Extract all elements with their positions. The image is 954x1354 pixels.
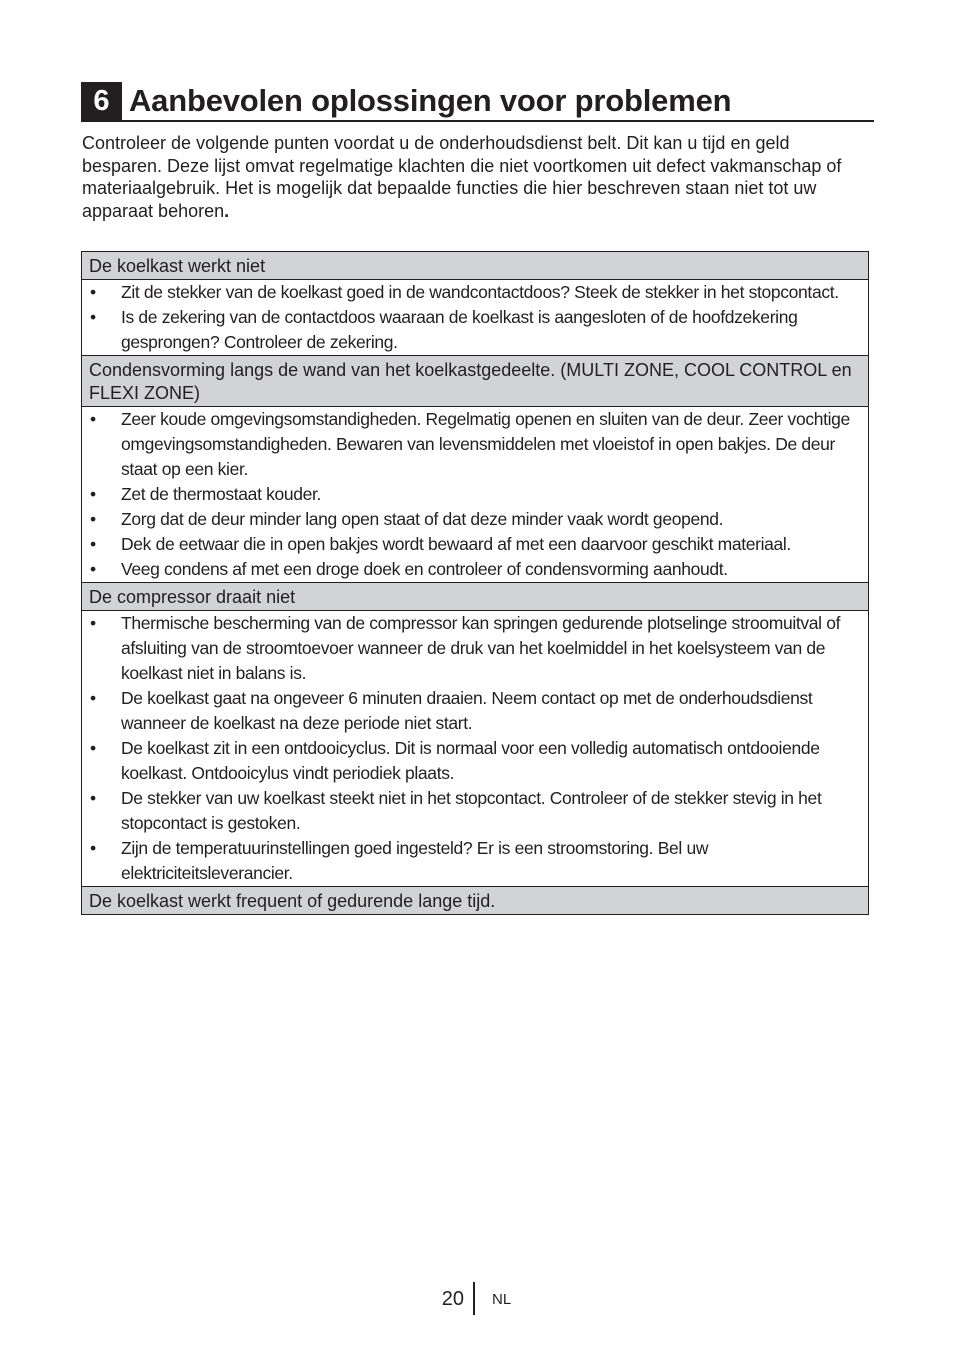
section-number-badge: 6 [81, 82, 122, 120]
solution-text: De koelkast gaat na ongeveer 6 minuten draaien. Neem contact op met de onderhoudsdienst wanneer de koelkast na deze periode niet start. [121, 688, 813, 733]
solution-item [82, 507, 868, 532]
solution-item [82, 611, 868, 686]
solution-item [82, 686, 868, 736]
solution-text: Zit de stekker van de koelkast goed in de wandcontactdoos? Steek de stekker in het stopcontact. [121, 282, 839, 302]
page-number: 20 [441, 1288, 464, 1310]
bullet-icon: • [90, 409, 96, 429]
solution-item [82, 280, 868, 305]
solution-item [82, 305, 868, 355]
solution-text: De koelkast zit in een ontdooicyclus. Dit is normaal voor een volledig automatisch ontdooiende koelkast. Ontdooicylus vindt periodiek plaats. [121, 738, 820, 783]
bullet-icon: • [90, 738, 96, 758]
solution-cell [82, 407, 869, 583]
solution-item [82, 736, 868, 786]
problem-row [82, 252, 869, 280]
solution-text: Zorg dat de deur minder lang open staat of dat deze minder vaak wordt geopend. [121, 509, 724, 529]
solution-text: Thermische bescherming van de compressor kan springen gedurende plotselinge stroomuitval of afsluiting van de stroomtoevoer wanneer de druk van het koelmiddel in het koelsysteem van de koelkast niet in balans is. [121, 613, 841, 683]
problem-title: Condensvorming langs de wand van het koelkastgedeelte. (MULTI ZONE, COOL CONTROL en FLEXI ZONE) [82, 356, 869, 407]
solution-list [82, 611, 868, 886]
problem-title: De compressor draait niet [82, 583, 869, 611]
problem-row [82, 583, 869, 611]
footer-divider [473, 1282, 475, 1315]
solution-row [82, 280, 869, 356]
solution-text: Zeer koude omgevingsomstandigheden. Regelmatig openen en sluiten van de deur. Zeer vochtige omgevingsomstandigheden. Bewaren van levensmiddelen met vloeistof in open bakjes. De deur staat op een kier. [121, 409, 850, 479]
bullet-icon: • [90, 282, 96, 302]
solution-text: Veeg condens af met een droge doek en controleer of condensvorming aanhoudt. [121, 559, 728, 579]
bullet-icon: • [90, 688, 96, 708]
solution-item [82, 786, 868, 836]
section-title: Aanbevolen oplossingen voor problemen [129, 83, 732, 118]
solution-text: Is de zekering van de contactdoos waaraan de koelkast is aangesloten of de hoofdzekering gesprongen? Controleer de zekering. [121, 307, 798, 352]
solution-item [82, 836, 868, 886]
bullet-icon: • [90, 613, 96, 633]
problem-title: De koelkast werkt niet [82, 252, 869, 280]
problem-row [82, 887, 869, 915]
bullet-icon: • [90, 559, 96, 579]
solution-list [82, 280, 868, 355]
solution-cell [82, 280, 869, 356]
solution-cell [82, 611, 869, 887]
troubleshooting-table [81, 251, 869, 915]
solution-item [82, 482, 868, 507]
solution-row [82, 407, 869, 583]
language-code: NL [492, 1291, 512, 1308]
section-header [81, 82, 874, 122]
bullet-icon: • [90, 307, 96, 327]
solution-list [82, 407, 868, 582]
intro-text: Controleer de volgende punten voordat u de onderhoudsdienst belt. Dit kan u tijd en geld besparen. Deze lijst omvat regelmatige klachten die niet voortkomen uit defect vakmanschap of materiaalgebruik. Het is mogelijk dat bepaalde functies die hier beschreven staan niet tot uw apparaat behoren [82, 133, 842, 221]
solution-text: Zijn de temperatuurinstellingen goed ingesteld? Er is een stroomstoring. Bel uw elektriciteitsleverancier. [121, 838, 709, 883]
bullet-icon: • [90, 534, 96, 554]
problem-title: De koelkast werkt frequent of gedurende lange tijd. [82, 887, 869, 915]
bullet-icon: • [90, 788, 96, 808]
solution-item [82, 407, 868, 482]
page-footer [0, 1280, 954, 1316]
solution-text: De stekker van uw koelkast steekt niet in het stopcontact. Controleer of de stekker stevig in het stopcontact is gestoken. [121, 788, 822, 833]
solution-text: Zet de thermostaat kouder. [121, 484, 322, 504]
bullet-icon: • [90, 484, 96, 504]
bullet-icon: • [90, 509, 96, 529]
solution-row [82, 611, 869, 887]
bullet-icon: • [90, 838, 96, 858]
problem-row [82, 356, 869, 407]
solution-text: Dek de eetwaar die in open bakjes wordt bewaard af met een daarvoor geschikt materiaal. [121, 534, 791, 554]
solution-item [82, 557, 868, 582]
intro-period: . [224, 200, 230, 221]
solution-item [82, 532, 868, 557]
intro-paragraph [82, 132, 862, 222]
